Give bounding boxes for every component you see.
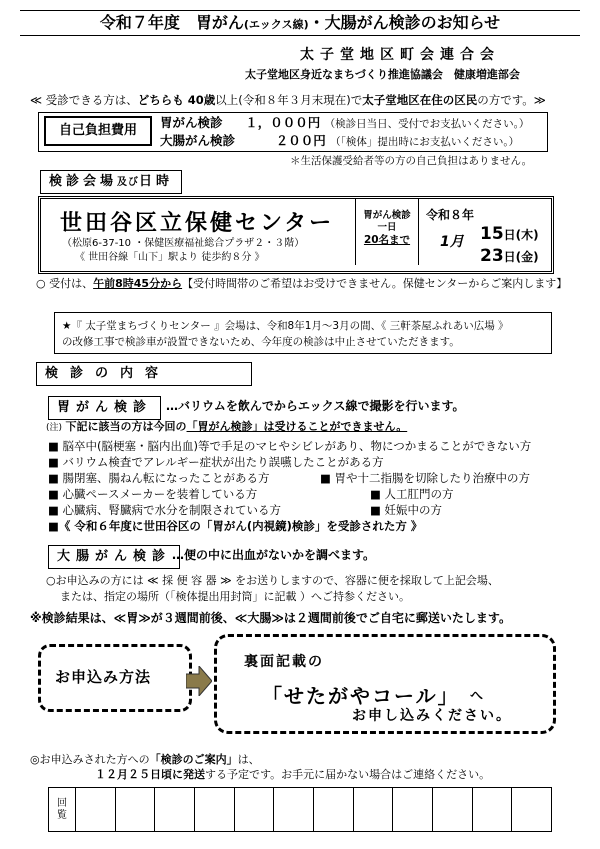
venue-address: （松原6-37-10 ・保健医療福祉総合プラザ２・３階） [62,238,305,249]
guide-line-1 [30,751,260,767]
colon-kit-line-2: または、指定の場所（「検体提出用封筒」に記載 ）へご持参ください。 [60,590,410,603]
gastric-label: 胃がん検診 [48,396,161,420]
exclusion-item: ■ 人工肛門の方 [370,487,454,501]
reception-pre: ○ 受付は、 [36,277,94,290]
exclusion-item: ■《 令和６年度に世田谷区の「胃がん(内視鏡)検診」を受診された方 》 [48,519,423,533]
eligibility-pre: ≪ 受診できる方は、 [30,93,138,107]
eligibility-residency: 太子堂地区在住の区民 [362,93,478,107]
cost-note: （「検体」提出時にお支払いください。） [330,136,520,148]
gastric-desc: …バリウムを飲んでからエックス線で撮影を行います。 [166,399,465,413]
cost-label: 自己負担費用 [44,116,152,146]
note-prefix: (注) [46,423,63,433]
section-venue: 検診会場 [49,174,118,189]
circ-char: 回 [57,797,67,809]
call-line-1: 裏面記載の [244,654,324,670]
exclusion-item: ■ 心臓ペースメーカーを装着している方 [48,487,258,501]
call-line-2b: へ [470,689,484,704]
cost-amount: １，０００円 [245,115,321,130]
guide-pre: ◎お申込みされた方への [30,753,150,766]
circulation-cell[interactable] [432,788,472,831]
apply-label: お申込み方法 [55,668,152,686]
reception-time [36,275,567,291]
reception-note: 【受付時間帯のご希望はお受けできません。保健センターからご案内します】 [182,277,568,290]
exam-month: 1月 [440,234,464,250]
section-and: 及び [117,177,140,188]
exam-day-2 [480,246,539,266]
circulation-cell[interactable] [115,788,155,831]
call-line-3: お申し込みください。 [352,708,512,724]
limit-per-day: 一日 [377,222,397,233]
venue-access: 《 世田谷線「山下」駅より 徒歩約８分 》 [75,252,265,263]
title-gastric: 胃がん [195,13,244,32]
exclusion-item: ■ 妊娠中の方 [370,503,443,517]
day-weekday: 日(木) [503,228,539,242]
day-number: 23 [480,246,504,266]
guide-line-2 [95,766,490,782]
cost-name: 胃がん検診 [160,115,223,130]
venue-divider [355,199,356,265]
eligibility-age: どちらも 40歳 [137,93,216,107]
circulation-cell[interactable] [472,788,512,831]
venue-name: 世田谷区立保健センター [60,211,335,236]
reception-time-value: 午前8時45分から [93,277,183,290]
circulation-label [49,788,75,831]
circulation-cell[interactable] [511,788,551,831]
cost-row-gastric [160,113,529,131]
exclusion-item: ■ バリウム検査でアレルギー症状が出たり誤嚥したことがある方 [48,455,384,469]
exclusion-item: ■ 腸閉塞、腸ねん転になったことがある方 [48,471,270,485]
day-weekday: 日(金) [503,250,539,264]
notice-line-2: の改修工事で検診車が設置できないため、今年度の検診は中止させていただきます。 [62,336,460,348]
colon-kit-line-1: ○お申込みの方には ≪ 採 便 容 器 ≫ をお送りしますので、容器に便を採取して上記会場、 [46,574,499,587]
title-rest: ・大腸がん検診のお知らせ [308,13,501,32]
guide-rest: する予定です。お手元に届かない場合はご連絡ください。 [205,768,491,781]
results-note: ※検診結果は、≪胃≫が３週間前後、≪大腸≫は２週間前後でご自宅に郵送いたします。 [30,611,511,625]
guide-date: １２月２５日頃に [95,768,183,781]
venue-divider [418,199,419,265]
circulation-cell[interactable] [75,788,115,831]
cost-name: 大腸がん検診 [160,133,236,148]
note-b: 「胃がん検診」は受けることができません。 [186,420,408,433]
title-xray: (エックス線) [243,18,309,31]
circulation-cell[interactable] [313,788,353,831]
cost-row-colon [160,131,519,149]
circulation-cell[interactable] [194,788,234,831]
circ-char: 覧 [57,809,67,821]
gastric-note [46,418,407,434]
section-venue-datetime [40,170,182,194]
exam-day-1 [480,224,539,244]
org-sub: 太子堂地区身近なまちづくり推進協議会 健康増進部会 [245,68,520,81]
notice-line-1: ★『 太子堂まちづくりセンター 』会場は、令和8年1月～3月の間、《 三軒茶屋ふれあい広場 》 [62,320,509,332]
section-content: 検診の内容 [36,362,252,386]
exclusion-item: ■ 胃や十二指腸を切除したり治療中の方 [320,471,531,485]
cost-amount: ２００円 [275,133,326,148]
eligibility-mid: 以上(令和８年３月末現在)で [215,93,363,107]
org-name: 太子堂地区町会連合会 [300,47,500,63]
eligibility-post: の方です。≫ [477,93,546,107]
daily-limit [358,210,416,246]
exclusion-item: ■ 心臓病、腎臓病で水分を制限されている方 [48,503,282,517]
circulation-cell[interactable] [234,788,274,831]
exclusion-item: ■ 脳卒中(脳梗塞・脳内出血)等で手足のマヒやシビレがあり、物につかまることができない方 [48,439,532,453]
title-year: 令和７年度 [99,13,180,32]
section-datetime: 日時 [139,174,174,189]
guide-send: 発送 [183,768,205,781]
exam-year: 令和８年 [426,208,475,222]
circulation-cell[interactable] [353,788,393,831]
day-number: 15 [480,224,504,244]
circulation-cell[interactable] [273,788,313,831]
circulation-grid [48,787,552,832]
cost-footnote: ＊生活保護受給者等の方の自己負担はありません。 [290,155,533,167]
circulation-cell[interactable] [154,788,194,831]
guide-title: 「検診のご案内」 [149,753,238,766]
arrow-right-icon [186,666,212,700]
limit-label: 胃がん検診 [363,210,411,221]
call-service-name: 「せたがやコール」 [262,684,460,708]
note-a: 下記に該当の方は今回の [65,420,187,433]
colon-desc: …便の中に出血がないかを調べます。 [172,548,376,562]
colon-label: 大腸がん検診 [48,545,180,569]
limit-count: 20名まで [363,234,411,246]
eligibility-line [30,92,546,108]
circulation-cell[interactable] [392,788,432,831]
cost-note: （検診日当日、受付でお支払いください。） [324,118,530,130]
page-title [20,10,580,36]
guide-post: は、 [237,753,260,766]
